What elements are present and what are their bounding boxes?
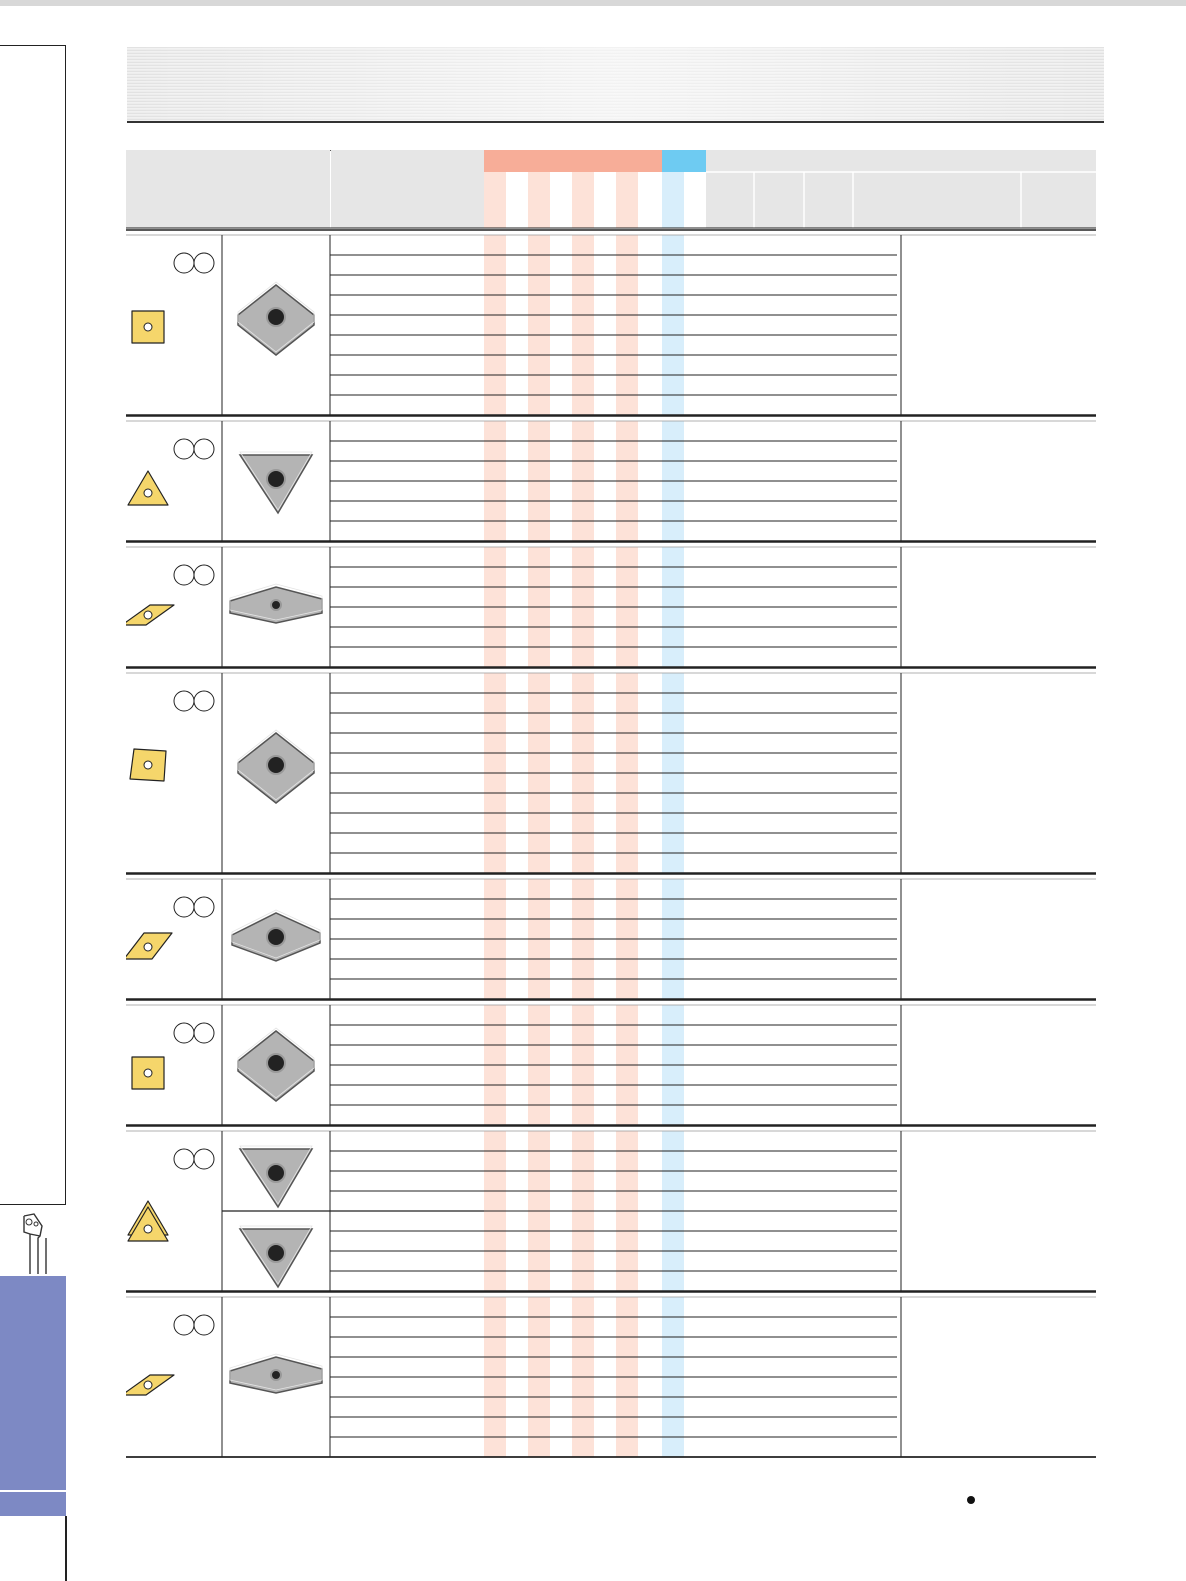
circle-b-6 xyxy=(194,1149,214,1169)
insert-hole-icon-5 xyxy=(144,1069,152,1077)
header-grade-white-2 xyxy=(594,172,616,228)
circle-a-6 xyxy=(174,1149,194,1169)
circle-b-7 xyxy=(194,1315,214,1335)
circle-a-7 xyxy=(174,1315,194,1335)
insert-photo-hole-icon-6b xyxy=(267,1244,285,1262)
insert-photo-hole-icon-4 xyxy=(267,928,285,946)
header-grade-white-1 xyxy=(550,172,572,228)
insert-table-grid xyxy=(126,150,1106,1480)
grade-blue-stripe-0 xyxy=(662,235,684,415)
grade-stripe-0-2 xyxy=(572,235,594,415)
side-tab-separator xyxy=(0,1490,66,1492)
circle-b-1 xyxy=(194,439,214,459)
header-grade-col-2 xyxy=(572,172,594,228)
header-grade-blue-col xyxy=(662,172,684,228)
insert-hole-icon-0 xyxy=(144,323,152,331)
insert-photo-hole-icon-7 xyxy=(271,1370,281,1380)
insert-hole-icon-7 xyxy=(144,1381,152,1389)
insert-photo-hole-icon-5 xyxy=(267,1054,285,1072)
insert-hole-icon-6b xyxy=(144,1225,152,1233)
insert-photo-hole-icon-0 xyxy=(267,308,285,326)
top-strip xyxy=(0,0,1186,6)
circle-b-2 xyxy=(194,565,214,585)
circle-a-4 xyxy=(174,897,194,917)
grade-stripe-0-1 xyxy=(528,235,550,415)
insert-hole-icon-3 xyxy=(144,761,152,769)
header-grade-white-0 xyxy=(506,172,528,228)
side-line xyxy=(65,1516,67,1581)
header-cell-holder xyxy=(901,150,1096,228)
circle-a-1 xyxy=(174,439,194,459)
circle-a-0 xyxy=(174,253,194,273)
circle-b-0 xyxy=(194,253,214,273)
insert-photo-hole-icon-2 xyxy=(271,600,281,610)
insert-hole-icon-2 xyxy=(144,611,152,619)
bullet-dot-icon xyxy=(967,1496,975,1504)
grade-stripe-0-3 xyxy=(616,235,638,415)
header-grade-blue-white xyxy=(684,172,706,228)
circle-a-3 xyxy=(174,691,194,711)
header-cell-designation xyxy=(331,150,484,228)
insert-photo-hole-icon-1 xyxy=(267,470,285,488)
grade-stripe-0-0 xyxy=(484,235,506,415)
header-grade-white-3 xyxy=(638,172,662,228)
insert-shape-icon-1 xyxy=(128,471,168,505)
header-grade-col-1 xyxy=(528,172,550,228)
circle-b-5 xyxy=(194,1023,214,1043)
header-grade-col-3 xyxy=(616,172,638,228)
insert-photo-hole-icon-6 xyxy=(267,1164,285,1182)
insert-hole-icon-1 xyxy=(144,489,152,497)
page-header-bar xyxy=(127,47,1104,123)
boring-bar-icon xyxy=(20,1212,56,1274)
circle-a-2 xyxy=(174,565,194,585)
header-cell-type xyxy=(126,150,330,228)
insert-table xyxy=(126,150,1106,1480)
insert-hole-icon-4 xyxy=(144,943,152,951)
header-cell-grade-pink xyxy=(484,150,662,172)
insert-photo-hole-icon-3 xyxy=(267,756,285,774)
circle-b-3 xyxy=(194,691,214,711)
header-grade-col-0 xyxy=(484,172,506,228)
header-cell-grade-blue xyxy=(662,150,706,172)
left-frame xyxy=(0,45,66,1205)
circle-b-4 xyxy=(194,897,214,917)
circle-a-5 xyxy=(174,1023,194,1043)
side-tab[interactable] xyxy=(0,1276,66,1516)
